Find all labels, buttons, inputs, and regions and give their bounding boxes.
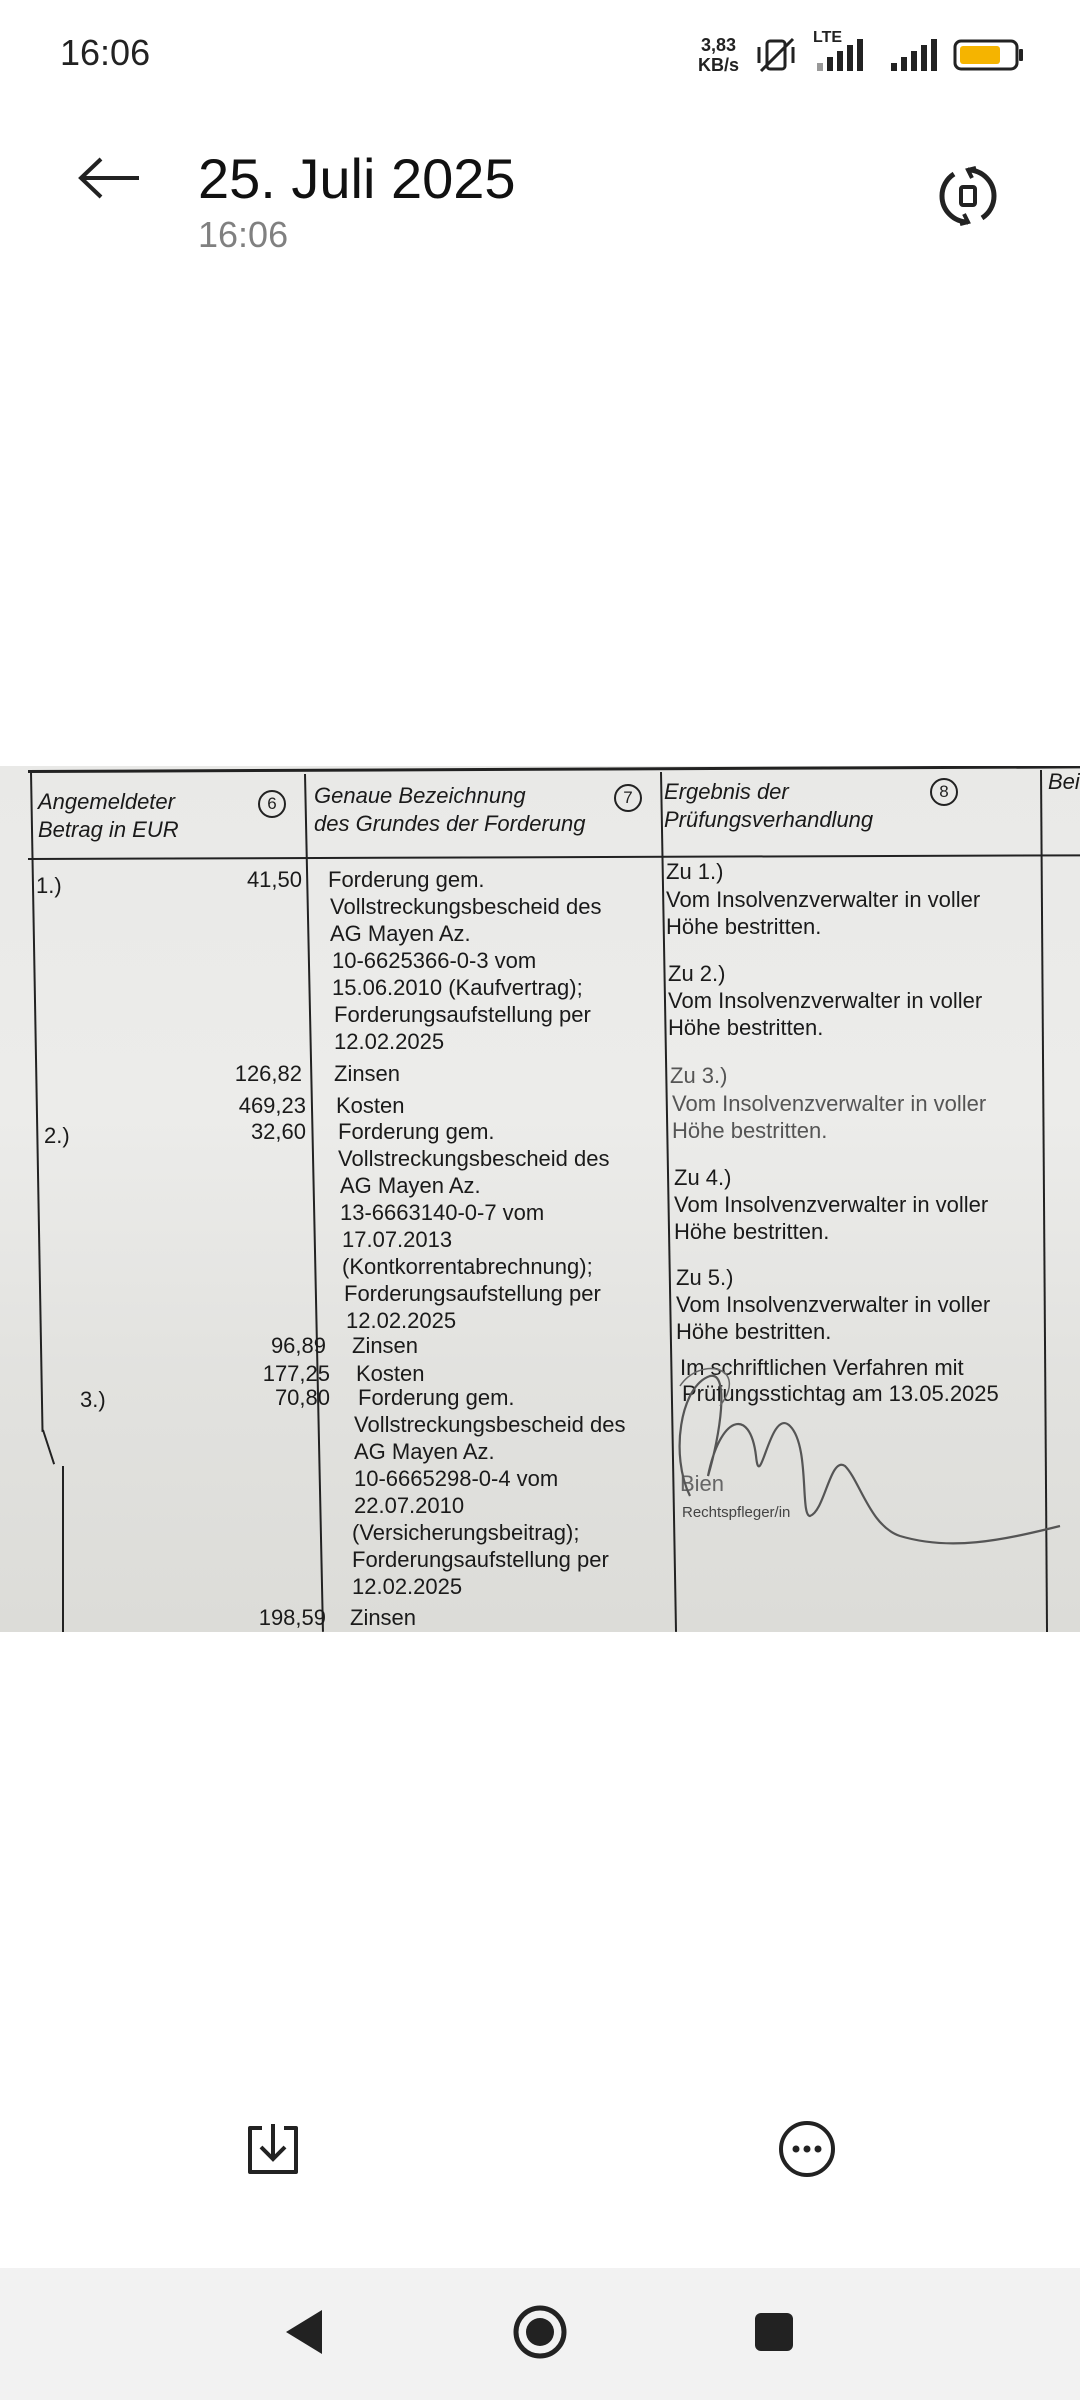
more-icon <box>777 2119 837 2184</box>
claim2-index: 2.) <box>44 1123 70 1148</box>
nav-recents-icon <box>752 2310 796 2359</box>
stamp-role: Rechtspfleger/in <box>682 1504 791 1521</box>
table-left-border-lower <box>42 1430 55 1465</box>
claim3-line5: 22.07.2010 <box>354 1493 465 1518</box>
table-left-border <box>30 772 44 1432</box>
procedure-line1: Im schriftlichen Verfahren mit <box>680 1355 964 1380</box>
page-subtitle: 16:06 <box>198 214 289 255</box>
claim3-line1: Forderung gem. <box>358 1385 515 1410</box>
status-icons <box>698 30 1025 80</box>
col2-number: 7 <box>614 784 642 812</box>
claim2-line1: Forderung gem. <box>338 1119 495 1144</box>
claim1-line5: 15.06.2010 (Kaufvertrag); <box>332 975 583 1000</box>
status-bar <box>0 0 1080 110</box>
claim2-interest-label: Zinsen <box>352 1333 419 1358</box>
col3-header-line1: Ergebnis der <box>664 779 789 804</box>
claim1-line4: 10-6625366-0-3 vom <box>332 948 537 973</box>
result2-line1: Vom Insolvenzverwalter in voller <box>668 988 983 1013</box>
claim1-interest-amount: 126,82 <box>234 1061 302 1086</box>
status-time: 16:06 <box>60 32 151 73</box>
result1-ref: Zu 1.) <box>666 859 724 884</box>
claim2-line8: 12.02.2025 <box>346 1308 457 1333</box>
claim3-line7: Forderungsaufstellung per <box>352 1547 609 1572</box>
result3-ref: Zu 3.) <box>670 1063 728 1088</box>
claim2-line3: AG Mayen Az. <box>340 1173 481 1198</box>
signal-icon <box>889 37 939 73</box>
claim1-line3: AG Mayen Az. <box>330 921 471 946</box>
net-speed-unit: KB/s <box>697 55 739 75</box>
claim1-amount: 41,50 <box>246 867 302 892</box>
claim2-costs-label: Kosten <box>356 1361 425 1386</box>
claim1-line1: Forderung gem. <box>328 867 485 892</box>
claim3-interest-amount: 198,59 <box>258 1605 326 1630</box>
claim1-interest-label: Zinsen <box>334 1061 401 1086</box>
claim2-line7: Forderungsaufstellung per <box>344 1281 601 1306</box>
result2-line2: Höhe bestritten. <box>668 1015 824 1040</box>
vibrate-off-icon <box>753 35 799 75</box>
signature-image <box>660 1346 1080 1566</box>
claim1-costs-label: Kosten <box>336 1093 405 1118</box>
nav-back-button[interactable] <box>264 2294 344 2374</box>
result4-line1: Vom Insolvenzverwalter in voller <box>674 1192 989 1217</box>
claim3-line2: Vollstreckungsbescheid des <box>354 1412 626 1437</box>
arrow-left-icon <box>77 156 143 205</box>
col3-header-line2: Prüfungsverhandlung <box>664 807 874 832</box>
net-speed-value: 3,83 <box>700 35 737 55</box>
table-top-line <box>28 766 1080 773</box>
net-speed <box>698 35 739 75</box>
result3-line1: Vom Insolvenzverwalter in voller <box>672 1091 987 1116</box>
procedure-line2: Prüfungsstichtag am 13.05.2025 <box>682 1381 999 1406</box>
claim1-line7: 12.02.2025 <box>334 1029 445 1054</box>
claim1-line6: Forderungsaufstellung per <box>334 1002 591 1027</box>
result5-ref: Zu 5.) <box>676 1265 734 1290</box>
download-icon <box>244 2120 302 2183</box>
result1-line2: Höhe bestritten. <box>666 914 822 939</box>
col3-number: 8 <box>930 778 958 806</box>
col2-header-line2: des Grundes der Forderung <box>314 811 586 836</box>
claim2-line5: 17.07.2013 <box>342 1227 453 1252</box>
more-button[interactable] <box>762 2106 852 2196</box>
rotate-button[interactable] <box>928 158 1008 238</box>
claim2-interest-amount: 96,89 <box>270 1333 326 1358</box>
table-left-border-bottom <box>62 1466 64 1632</box>
claim3-interest-label: Zinsen <box>350 1605 417 1630</box>
col2-header-line1: Genaue Bezeichnung <box>314 783 526 808</box>
col4-header-line1: Bei <box>1048 769 1080 794</box>
app-header <box>0 110 1080 280</box>
download-button[interactable] <box>228 2106 318 2196</box>
page-title: 25. Juli 2025 <box>198 147 516 210</box>
claim2-costs-amount: 177,25 <box>262 1361 330 1386</box>
claim1-costs-amount: 469,23 <box>238 1093 306 1118</box>
nav-home-icon <box>512 2304 568 2365</box>
nav-home-button[interactable] <box>500 2294 580 2374</box>
rotate-icon <box>936 164 1000 233</box>
claim3-line6: (Versicherungsbeitrag); <box>352 1520 580 1545</box>
result5-line2: Höhe bestritten. <box>676 1319 832 1344</box>
claim1-line2: Vollstreckungsbescheid des <box>330 894 602 919</box>
claim2-amount: 32,60 <box>250 1119 306 1144</box>
navigation-bar <box>0 2268 1080 2400</box>
back-button[interactable] <box>70 140 150 220</box>
table-header-line <box>28 854 1080 860</box>
claim3-line4: 10-6665298-0-4 vom <box>354 1466 559 1491</box>
claim2-line4: 13-6663140-0-7 vom <box>340 1200 545 1225</box>
result5-line1: Vom Insolvenzverwalter in voller <box>676 1292 991 1317</box>
column-divider-1 <box>304 774 324 1632</box>
stamp-name: Bien <box>680 1471 725 1496</box>
claim3-line3: AG Mayen Az. <box>354 1439 495 1464</box>
result4-line2: Höhe bestritten. <box>674 1219 830 1244</box>
claim2-line2: Vollstreckungsbescheid des <box>338 1146 610 1171</box>
document-photo[interactable] <box>0 766 1080 1632</box>
battery-icon <box>953 37 1025 73</box>
claim2-line6: (Kontkorrentabrechnung); <box>342 1254 593 1279</box>
col1-header-line2: Betrag in EUR <box>38 817 179 842</box>
claim3-line8: 12.02.2025 <box>352 1574 463 1599</box>
nav-recents-button[interactable] <box>734 2294 814 2374</box>
lte-signal-icon <box>813 29 875 73</box>
claim3-index: 3.) <box>80 1387 106 1412</box>
result4-ref: Zu 4.) <box>674 1165 732 1190</box>
result1-line1: Vom Insolvenzverwalter in voller <box>666 887 981 912</box>
claim1-index: 1.) <box>36 873 62 898</box>
result2-ref: Zu 2.) <box>668 961 726 986</box>
col1-number: 6 <box>258 790 286 818</box>
nav-back-icon <box>282 2308 326 2361</box>
claim3-amount: 70,80 <box>274 1385 330 1410</box>
network-label: LTE <box>813 29 843 46</box>
col1-header-line1: Angemeldeter <box>38 789 175 814</box>
result3-line2: Höhe bestritten. <box>672 1118 828 1143</box>
